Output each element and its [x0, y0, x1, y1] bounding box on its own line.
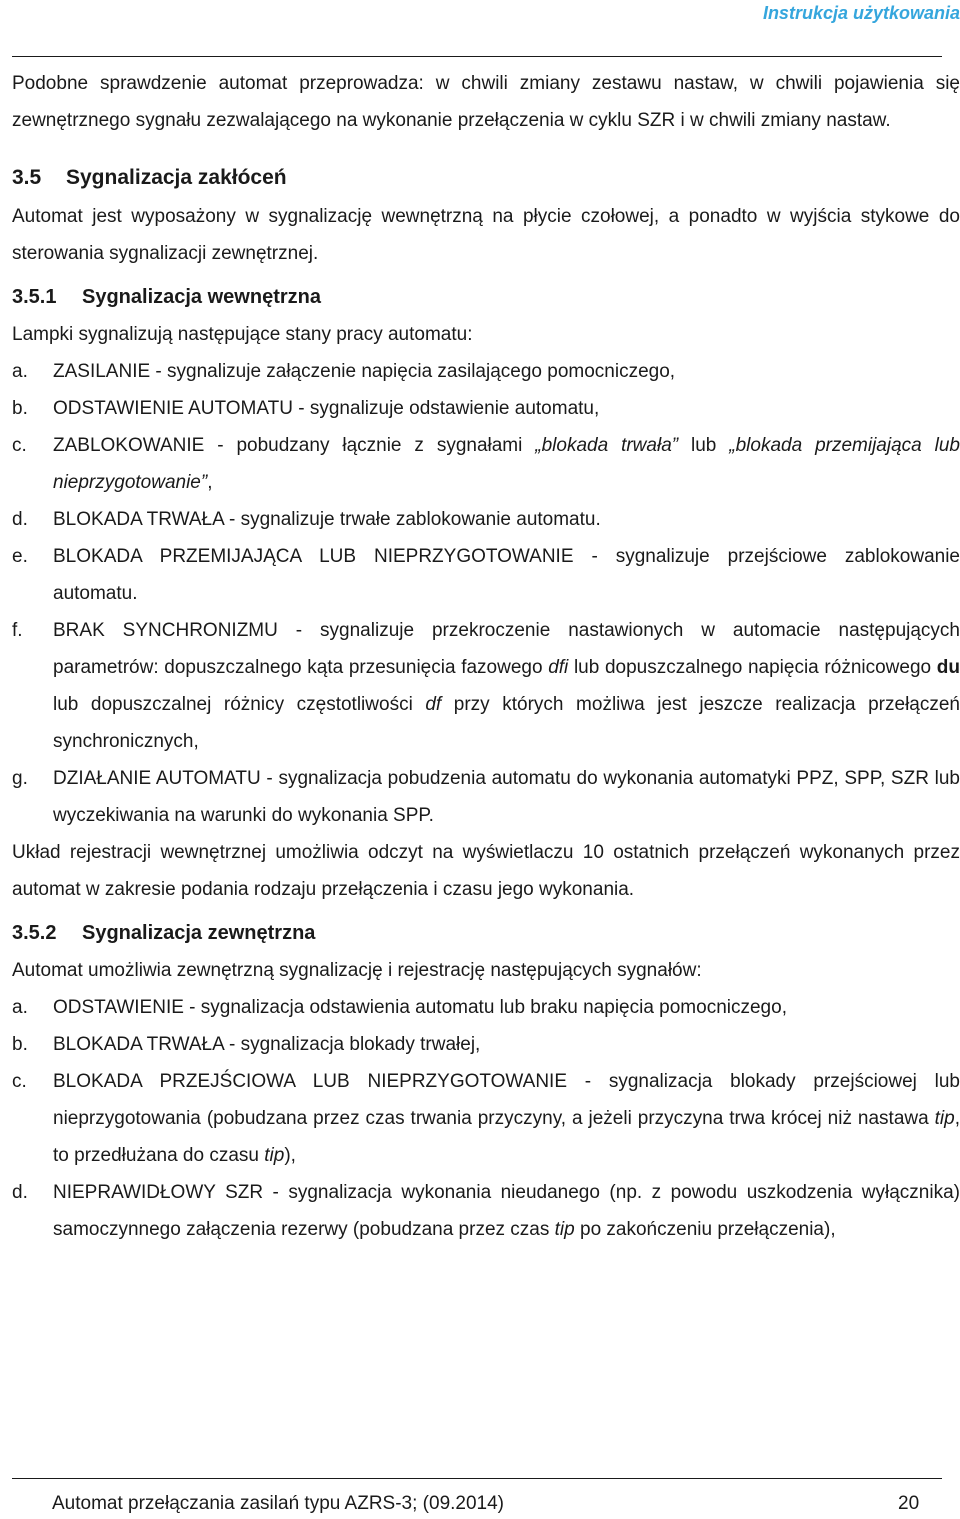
section-title: Sygnalizacja zewnętrzna	[82, 922, 316, 944]
list-item: d. NIEPRAWIDŁOWY SZR - sygnalizacja wykonania nieudanego (np. z powodu uszkodzenia wyłącznika) samoczynnego załączenia rezerwy (pobudzana przez czas tip po zakończeniu przełączenia),	[12, 1182, 960, 1240]
list-item: c. ZABLOKOWANIE - pobudzany łącznie z sygnałami „blokada trwała” lub „blokada przemijająca lub nieprzygotowanie”,	[12, 435, 960, 493]
footer-rule	[12, 1478, 942, 1479]
section-number: 3.5	[12, 166, 42, 189]
document-body	[12, 65, 960, 1248]
list-item: b. BLOKADA TRWAŁA - sygnalizacja blokady trwałej,	[12, 1034, 481, 1055]
list-item: e. BLOKADA PRZEMIJAJĄCA LUB NIEPRZYGOTOWANIE - sygnalizuje przejściowe zablokowanie automatu.	[12, 546, 960, 604]
list-item: a. ZASILANIE - sygnalizuje załączenie napięcia zasilającego pomocniczego,	[12, 361, 676, 382]
footer-document-title: Automat przełączania zasilań typu AZRS-3; (09.2014)	[52, 1493, 505, 1514]
section-3-5-body: Automat jest wyposażony w sygnalizację wewnętrzną na płycie czołowej, a ponadto w wyjścia stykowe do sterowania sygnalizacji zewnętrznej.	[12, 206, 960, 264]
list-item: d. BLOKADA TRWAŁA - sygnalizuje trwałe zablokowanie automatu.	[12, 509, 601, 530]
page-number: 20	[898, 1493, 920, 1514]
list-item: b. ODSTAWIENIE AUTOMATU - sygnalizuje odstawienie automatu,	[12, 398, 600, 419]
section-number: 3.5.1	[12, 286, 57, 308]
section-title: Sygnalizacja zakłóceń	[66, 166, 287, 189]
external-signal-list	[12, 989, 960, 1248]
list-item: f. BRAK SYNCHRONIZMU - sygnalizuje przekroczenie nastawionych w automacie następujących parametrów: dopuszczalnego kąta przesunięcia fazowego dfi lub dopuszczalnego napięcia różnicowego du lub dopuszczalnej różnicy częstotliwości df przy których możliwa jest jeszcze realizacja przełączeń synchronicznych,	[12, 620, 960, 752]
section-title: Sygnalizacja wewnętrzna	[82, 286, 321, 308]
page-header-title: Instrukcja użytkowania	[762, 3, 960, 23]
section-3-5-heading	[12, 158, 960, 198]
header-rule	[12, 56, 942, 57]
list-item: c. BLOKADA PRZEJŚCIOWA LUB NIEPRZYGOTOWANIE - sygnalizacja blokady przejściowej lub nieprzygotowania (pobudzana przez czas trwania przyczyny, a jeżeli przyczyna trwa krócej niż nastawa tip, to przedłużana do czasu tip),	[12, 1071, 960, 1166]
internal-signal-list	[12, 353, 960, 834]
section-3-5-2-lead: Automat umożliwia zewnętrzną sygnalizację i rejestrację następujących sygnałów:	[12, 960, 702, 981]
registration-paragraph: Układ rejestracji wewnętrznej umożliwia odczyt na wyświetlaczu 10 ostatnich przełączeń wykonanych przez automat w zakresie podania rodzaju przełączenia i czasu jego wykonania.	[12, 842, 960, 900]
intro-paragraph: Podobne sprawdzenie automat przeprowadza: w chwili zmiany zestawu nastaw, w chwili pojawienia się zewnętrznego sygnału zezwalającego na wykonanie przełączenia w cyklu SZR i w chwili zmiany nastaw.	[12, 73, 960, 131]
list-item: g. DZIAŁANIE AUTOMATU - sygnalizacja pobudzenia automatu do wykonania automatyki PPZ, SPP, SZR lub wyczekiwania na warunki do wykonania SPP.	[12, 768, 960, 826]
list-item: a. ODSTAWIENIE - sygnalizacja odstawienia automatu lub braku napięcia pomocniczego,	[12, 997, 787, 1018]
section-3-5-1-lead: Lampki sygnalizują następujące stany pracy automatu:	[12, 324, 473, 345]
section-3-5-2-heading	[12, 915, 960, 952]
section-3-5-1-heading	[12, 279, 960, 316]
section-number: 3.5.2	[12, 922, 57, 944]
